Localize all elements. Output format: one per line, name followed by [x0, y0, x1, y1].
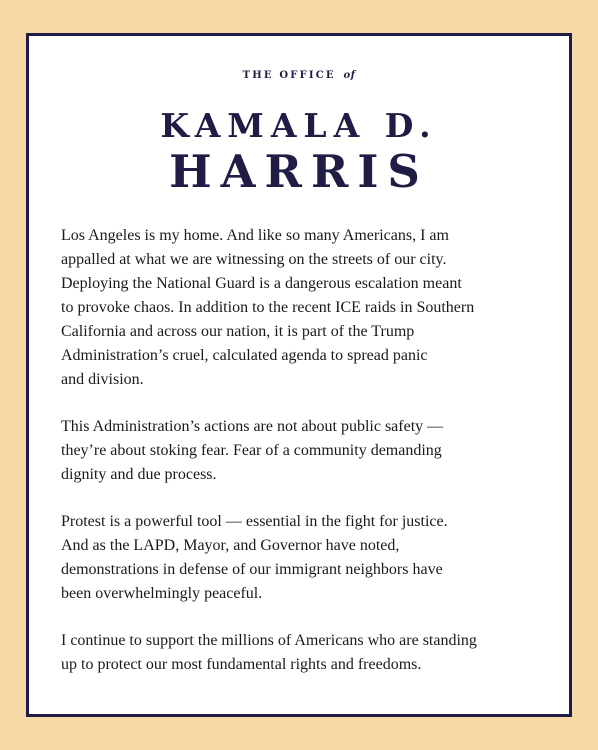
- paragraph-line: up to protect our most fundamental rights and freedoms.: [61, 656, 422, 673]
- paragraph-line: Deploying the National Guard is a dangerous escalation meant: [61, 275, 462, 292]
- paragraph-line: Protest is a powerful tool — essential in the fight for justice.: [61, 513, 448, 530]
- paragraph-line: Administration’s cruel, calculated agenda to spread panic: [61, 347, 428, 364]
- name-first-line: KAMALA D.: [160, 106, 438, 145]
- statement-card: [26, 33, 572, 717]
- paragraph-line: they’re about stoking fear. Fear of a community demanding: [61, 442, 442, 459]
- statement-body: [61, 224, 551, 700]
- paragraph-line: And as the LAPD, Mayor, and Governor have noted,: [61, 537, 400, 554]
- paragraph-line: to provoke chaos. In addition to the recent ICE raids in Southern: [61, 299, 475, 316]
- office-of: of: [343, 70, 356, 81]
- office-prefix: THE OFFICE: [242, 70, 336, 81]
- name-last-line: HARRIS: [169, 145, 429, 198]
- paragraph-line: This Administration’s actions are not about public safety —: [61, 418, 444, 435]
- office-label: [29, 70, 569, 81]
- paragraph-line: and division.: [61, 371, 144, 388]
- paragraph: [61, 224, 551, 392]
- paragraph: [61, 510, 551, 606]
- paragraph: [61, 629, 551, 677]
- paragraph-line: I continue to support the millions of Americans who are standing: [61, 632, 477, 649]
- paragraph-line: California and across our nation, it is part of the Trump: [61, 323, 415, 340]
- paragraph-line: appalled at what we are witnessing on the streets of our city.: [61, 251, 447, 268]
- paragraph: [61, 415, 551, 487]
- paragraph-line: dignity and due process.: [61, 466, 217, 483]
- paragraph-line: Los Angeles is my home. And like so many Americans, I am: [61, 227, 449, 244]
- paragraph-line: demonstrations in defense of our immigrant neighbors have: [61, 561, 443, 578]
- paragraph-line: been overwhelmingly peaceful.: [61, 585, 263, 602]
